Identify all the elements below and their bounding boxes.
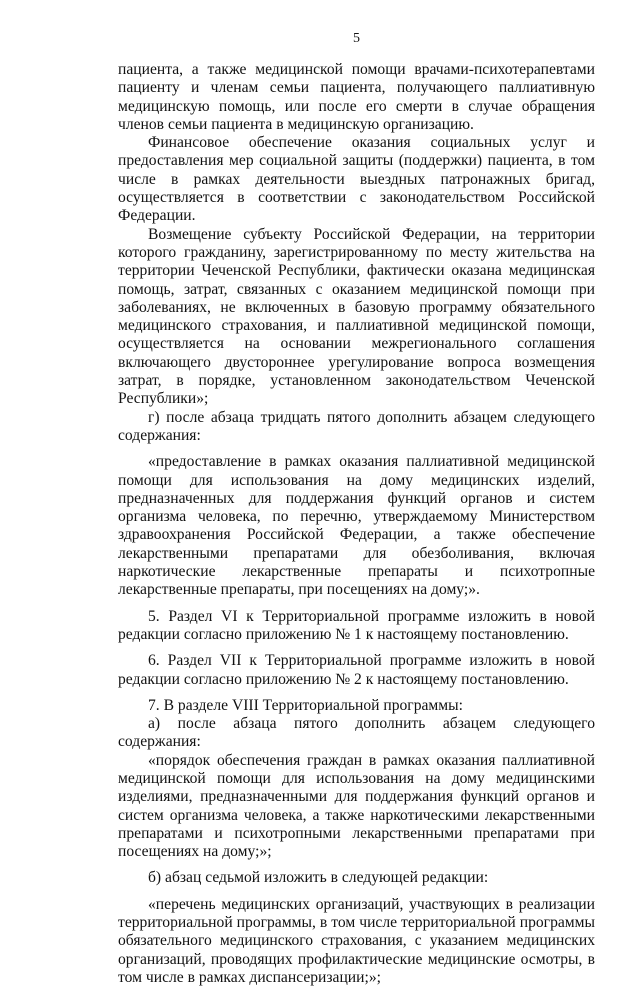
paragraph-6: 5. Раздел VI к Территориальной программе изложить в новой редакции согласно приложению № 1 к настоящему постановлению.: [118, 607, 595, 643]
paragraph-7: 6. Раздел VII к Территориальной программе изложить в новой редакции согласно приложению № 2 к настоящему постановлению.: [118, 652, 595, 688]
paragraph-2: Финансовое обеспечение оказания социальных услуг и предоставления мер социальной защиты (поддержки) пациента, в том числе в рамках деятельности выездных патронажных бригад, осуществляется в соответствии с законодательством Российской Федерации.: [118, 134, 595, 225]
paragraph-3: Возмещение субъекту Российской Федерации, на территории которого гражданину, зарегистрированному по месту жительства на территории Чеченской Республики, фактически оказана медицинская помощь, затрат, связанных с оказанием медицинской помощи при заболеваниях, не включенных в базовую программу обязательного медицинского страхования, и паллиативной медицинской помощи, осуществляется на основании межрегионального соглашения включающего двустороннее урегулирование вопроса возмещения затрат, в порядке, установленном законодательством Чеченской Республики»;: [118, 225, 595, 408]
paragraph-11: б) абзац седьмой изложить в следующей редакции:: [148, 869, 489, 887]
page-number: 5: [353, 31, 360, 46]
paragraph-8: 7. В разделе VIII Территориальной программы:: [148, 696, 463, 714]
paragraph-12: «перечень медицинских организаций, участвующих в реализации территориальной программы, в том числе территориальной программы обязательного медицинского страхования, с указанием медицинских организаций, проводящих профилактические медицинские осмотры, в том числе в рамках диспансеризации;»;: [118, 895, 595, 986]
paragraph-1: пациента, а также медицинской помощи врачами-психотерапевтами пациенту и членам семьи пациента, получающего паллиативную медицинскую помощь, или после его смерти в случае обращения членов семьи пациента в медицинскую организацию.: [118, 61, 595, 133]
paragraph-9: а) после абзаца пятого дополнить абзацем следующего содержания:: [118, 715, 595, 751]
paragraph-4: г) после абзаца тридцать пятого дополнить абзацем следующего содержания:: [118, 408, 595, 444]
paragraph-10: «порядок обеспечения граждан в рамках оказания паллиативной медицинской помощи для использования на дому медицинскими изделиями, предназначенными для поддержания функций органов и систем организма человека, а также наркотическими лекарственными препаратами и психотропными лекарственными препаратами при посещениях на дому;»;: [118, 751, 595, 861]
paragraph-5: «предоставление в рамках оказания паллиативной медицинской помощи для использования на дому медицинских изделий, предназначенных для поддержания функций органов и систем организма человека, по перечню, утверждаемому Министерством здравоохранения Российской Федерации, а также обеспечение лекарственными препаратами для обезболивания, включая наркотические лекарственные препараты и психотропные лекарственные препараты, при посещениях на дому;».: [118, 453, 595, 599]
